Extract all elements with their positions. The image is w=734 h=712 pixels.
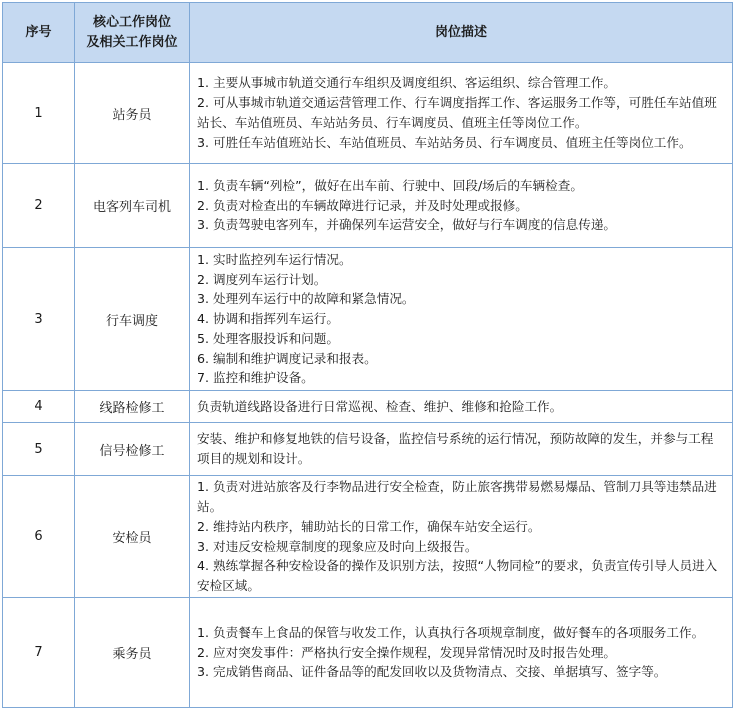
description-line: 5. 处理客服投诉和问题。: [197, 330, 339, 346]
table-row: [3, 598, 733, 708]
row-index: 1: [3, 63, 75, 164]
table-row: [3, 476, 733, 598]
row-post: 线路检修工: [75, 391, 190, 423]
row-index: 6: [3, 476, 75, 598]
row-post: 电客列车司机: [75, 164, 190, 248]
row-index: 3: [3, 248, 75, 391]
header-post-line1: 核心工作岗位: [92, 14, 171, 30]
description-line: 1. 负责对进站旅客及行李物品进行安全检查，防止旅客携带易燃易爆品、管制刀具等违禁品进站。: [197, 479, 717, 514]
row-post: 站务员: [75, 63, 190, 164]
description-line: 4. 熟练掌握各种安检设备的操作及识别方法，按照“人物同检”的要求，负责宣传引导人员进入安检区域。: [197, 558, 718, 594]
description-line: 安装、维护和修复地铁的信号设备，监控信号系统的运行情况，预防故障的发生，并参与工程项目的规划和设计。: [197, 431, 714, 466]
row-description: [190, 476, 733, 598]
row-index: 4: [3, 391, 75, 423]
header-description: 岗位描述: [190, 3, 733, 63]
description-line: 2. 调度列车运行计划。: [197, 271, 327, 287]
description-line: 2. 应对突发事件：严格执行安全操作规程，发现异常情况时及时报告处理。: [197, 644, 617, 660]
row-post: 乘务员: [75, 598, 190, 708]
header-post-line2: 及相关工作岗位: [86, 34, 178, 50]
header-post: [75, 3, 190, 63]
table-row: [3, 63, 733, 164]
job-description-table: [2, 2, 733, 708]
description-line: 2. 维持站内秩序，辅助站长的日常工作，确保车站安全运行。: [197, 518, 541, 534]
description-line: 1. 负责餐车上食品的保管与收发工作，认真执行各项规章制度，做好餐车的各项服务工作。: [197, 624, 705, 640]
description-line: 1. 实时监控列车运行情况。: [197, 251, 352, 267]
row-post: 行车调度: [75, 248, 190, 391]
description-line: 6. 编制和维护调度记录和报表。: [197, 350, 377, 366]
row-post: 安检员: [75, 476, 190, 598]
description-line: 3. 负责驾驶电客列车，并确保列车运营安全，做好与行车调度的信息传递。: [197, 217, 617, 233]
row-description: [190, 391, 733, 423]
description-line: 4. 协调和指挥列车运行。: [197, 311, 339, 327]
description-line: 2. 可从事城市轨道交通运营管理工作、行车调度指挥工作、客运服务工作等，可胜任车站值班站长、车站值班员、车站站务员、行车调度员、值班主任等岗位工作。: [197, 95, 717, 130]
row-description: [190, 63, 733, 164]
table-row: [3, 248, 733, 391]
row-description: [190, 248, 733, 391]
row-description: [190, 423, 733, 476]
description-line: 2. 负责对检查出的车辆故障进行记录，并及时处理或报修。: [197, 197, 528, 213]
description-line: 3. 处理列车运行中的故障和紧急情况。: [197, 291, 415, 307]
description-line: 负责轨道线路设备进行日常巡视、检查、维护、维修和抢险工作。: [197, 398, 563, 414]
row-description: [190, 164, 733, 248]
table-header-row: [3, 3, 733, 63]
description-line: 1. 主要从事城市轨道交通行车组织及调度组织、客运组织、综合管理工作。: [197, 75, 617, 91]
table-row: [3, 423, 733, 476]
table-row: [3, 391, 733, 423]
row-index: 2: [3, 164, 75, 248]
description-line: 7. 监控和维护设备。: [197, 370, 314, 386]
description-line: 3. 对违反安检规章制度的现象应及时向上级报告。: [197, 538, 478, 554]
row-index: 5: [3, 423, 75, 476]
row-description: [190, 598, 733, 708]
row-index: 7: [3, 598, 75, 708]
row-post: 信号检修工: [75, 423, 190, 476]
description-line: 1. 负责车辆“列检”，做好在出车前、行驶中、回段/场后的车辆检查。: [197, 177, 583, 193]
description-line: 3. 可胜任车站值班站长、车站值班员、车站站务员、行车调度员、值班主任等岗位工作。: [197, 134, 692, 150]
description-line: 3. 完成销售商品、证件备品等的配发回收以及货物清点、交接、单据填写、签字等。: [197, 664, 667, 680]
table-row: [3, 164, 733, 248]
header-index: 序号: [3, 3, 75, 63]
